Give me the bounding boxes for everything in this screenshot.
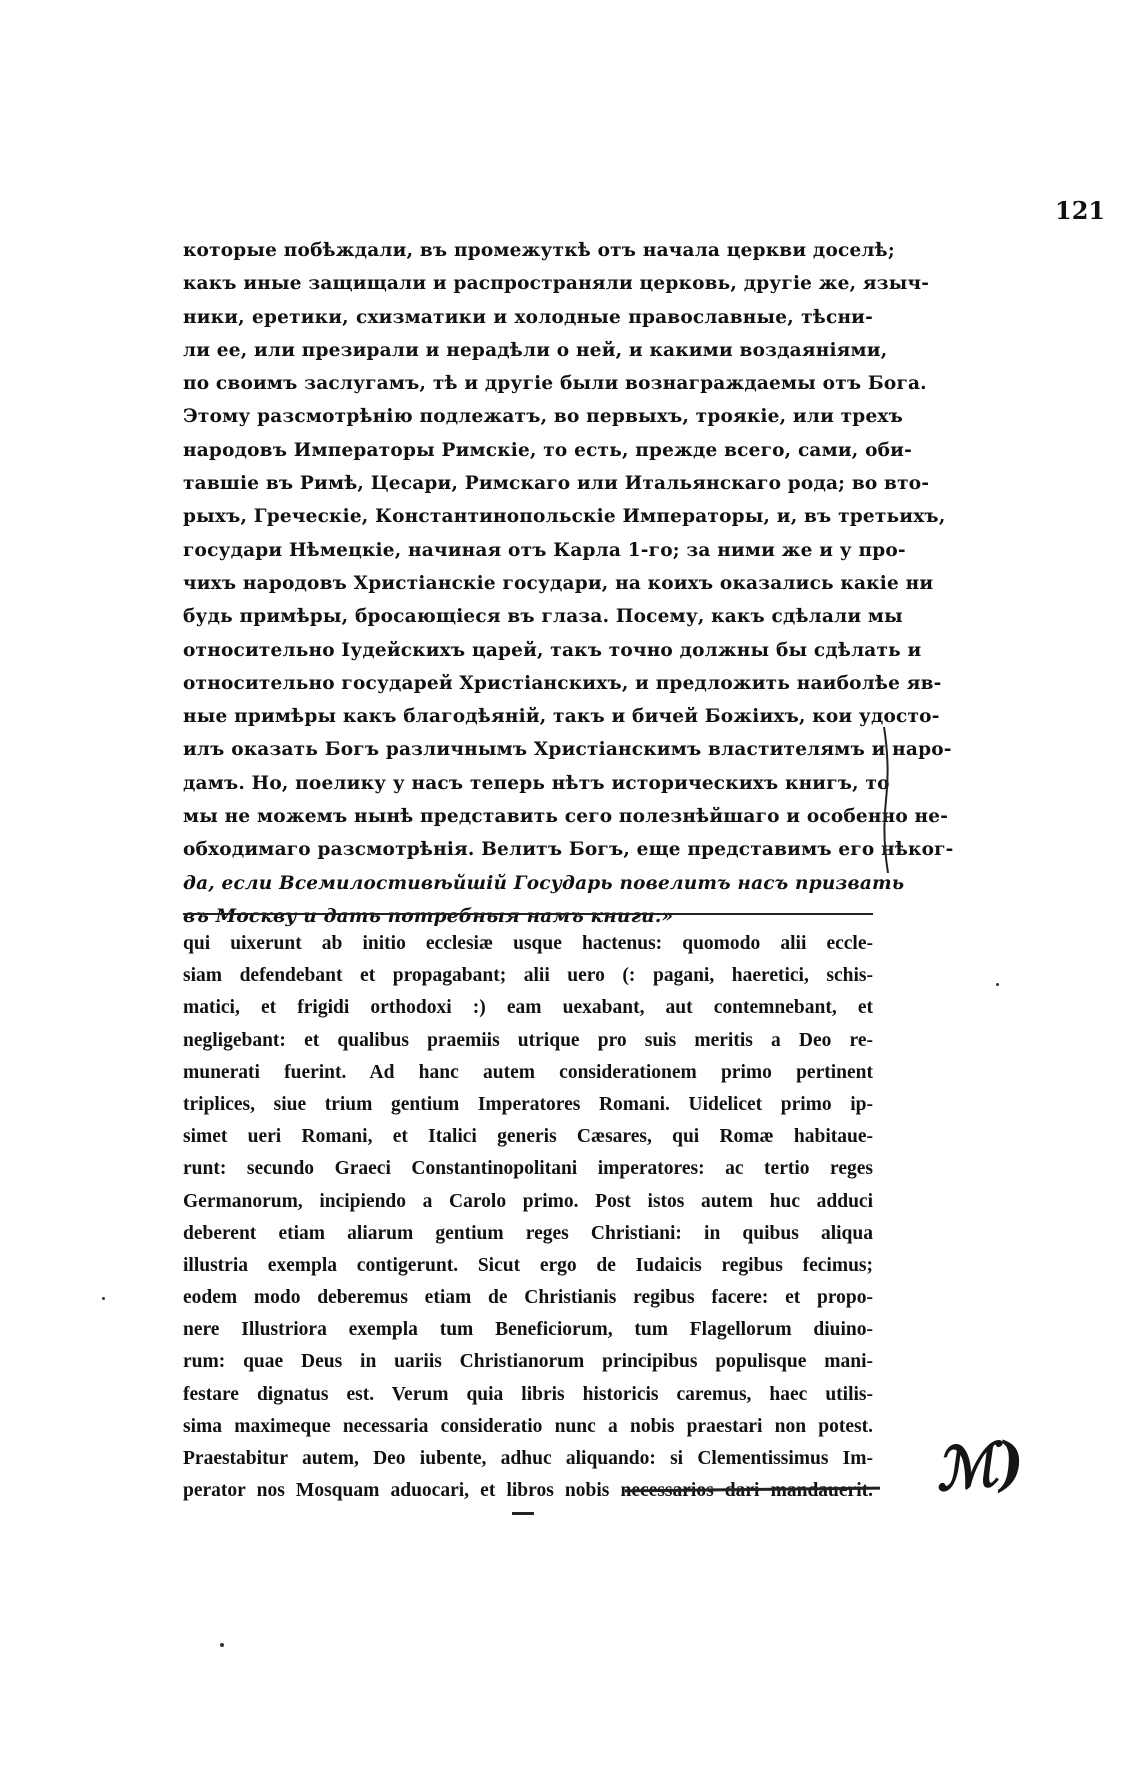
- text-line: eodem modo deberemus etiam de Christianis regibus facere: et propo-: [183, 1287, 873, 1309]
- footer-dash: [512, 1512, 534, 1515]
- text-line: illustria exempla contigerunt. Sicut ergo de Iudaicis regibus fecimus;: [183, 1254, 873, 1276]
- section-divider: [183, 913, 873, 915]
- russian-text-block: [183, 234, 954, 933]
- page-number: 121: [1055, 196, 1106, 225]
- text-line: triplices, siue trium gentium Imperatores Romani. Uidelicet primo ip-: [183, 1093, 873, 1115]
- text-line: nere Illustriora exempla tum Beneficiorum, tum Flagellorum diuino-: [183, 1319, 873, 1341]
- text-line: чихъ народовъ Христіанскіе государи, на коихъ оказались какіе ни: [183, 572, 934, 594]
- text-line: по своимъ заслугамъ, тѣ и другіе были вознаграждаемы отъ Бога.: [183, 373, 927, 395]
- text-line: ные примѣры какъ благодѣяній, такъ и бичей Божіихъ, кои удосто-: [183, 706, 940, 728]
- text-line: deberent etiam aliarum gentium reges Christiani: in quibus aliqua: [183, 1222, 873, 1244]
- ink-speck: [102, 1297, 105, 1300]
- margin-bracket-mark: [878, 725, 898, 875]
- handwritten-margin-note: ℳ): [931, 1427, 1028, 1505]
- text-line: runt: secundo Graeci Constantinopolitani imperatores: ac tertio reges: [183, 1158, 873, 1180]
- text-line: matici, et frigidi orthodoxi :) eam uexabant, aut contemnebant, et: [183, 997, 873, 1019]
- text-line: рыхъ, Греческіе, Константинопольскіе Императоры, и, въ третьихъ,: [183, 506, 946, 528]
- text-line: perator nos Mosquam aduocari, et libros nobis necessarios dari mandauerit.: [183, 1480, 873, 1502]
- text-line: simet ueri Romani, et Italici generis Cæsares, qui Romæ habitaue-: [183, 1126, 873, 1148]
- text-line: обходимаго разсмотрѣнія. Велитъ Богъ, еще представимъ его нѣког-: [183, 839, 954, 861]
- text-line: rum: quae Deus in uariis Christianorum principibus populisque mani-: [183, 1351, 873, 1373]
- text-line: sima maximeque necessaria consideratio nunc a nobis praestari non potest.: [183, 1415, 873, 1437]
- text-line: будь примѣры, бросающіеся въ глаза. Посему, какъ сдѣлали мы: [183, 606, 903, 628]
- text-line: дамъ. Но, поелику у насъ теперь нѣтъ историческихъ книгъ, то: [183, 772, 890, 794]
- text-line: илъ оказать Богъ различнымъ Христіанскимъ властителямъ и наро-: [183, 739, 952, 761]
- text-line: относительно государей Христіанскихъ, и предложить наиболѣе яв-: [183, 672, 942, 694]
- text-line: ники, еретики, схизматики и холодные православные, тѣсни-: [183, 306, 873, 328]
- text-line: государи Нѣмецкіе, начиная отъ Карла 1-го; за ними же и у про-: [183, 539, 906, 561]
- text-line: festare dignatus est. Verum quia libris historicis caremus, haec utilis-: [183, 1383, 873, 1405]
- latin-text-block: [183, 928, 873, 1507]
- text-line: ли ее, или презирали и нерадѣли о ней, и какими воздаяніями,: [183, 339, 888, 361]
- text-line: negligebant: et qualibus praemiis utrique pro suis meritis a Deo re-: [183, 1029, 873, 1051]
- italic-text-line: въ Москву и дать потребныя намъ книги.»: [183, 905, 674, 927]
- text-line: какъ иные защищали и распространяли церковь, другіе же, языч-: [183, 273, 930, 295]
- text-line: Praestabitur autem, Deo iubente, adhuc aliquando: si Clementissimus Im-: [183, 1448, 873, 1469]
- text-line: которые побѣждали, въ промежуткѣ отъ начала церкви доселѣ;: [183, 240, 895, 261]
- italic-text-line: да, если Всемилостивѣйшій Государь повелитъ насъ призвать: [183, 872, 905, 894]
- ink-speck: [996, 983, 999, 986]
- text-line: Germanorum, incipiendo a Carolo primo. Post istos autem huc adduci: [183, 1190, 873, 1212]
- text-line: относительно Іудейскихъ царей, такъ точно должны бы сдѣлать и: [183, 639, 922, 661]
- ink-speck: [220, 1643, 224, 1647]
- text-line: munerati fuerint. Ad hanc autem considerationem primo pertinent: [183, 1061, 873, 1083]
- text-line: siam defendebant et propagabant; alii uero (: pagani, haeretici, schis-: [183, 965, 873, 987]
- text-line: qui uixerunt ab initio ecclesiæ usque hactenus: quomodo alii eccle-: [183, 933, 873, 954]
- text-line: мы не можемъ нынѣ представить сего полезнѣйшаго и особенно не-: [183, 806, 949, 828]
- text-line: тавшіе въ Римѣ, Цесари, Римскаго или Итальянскаго рода; во вто-: [183, 473, 930, 495]
- text-line: народовъ Императоры Римскіе, то есть, прежде всего, сами, оби-: [183, 439, 912, 461]
- text-line: Этому разсмотрѣнію подлежатъ, во первыхъ, трoякіе, или трехъ: [183, 406, 904, 428]
